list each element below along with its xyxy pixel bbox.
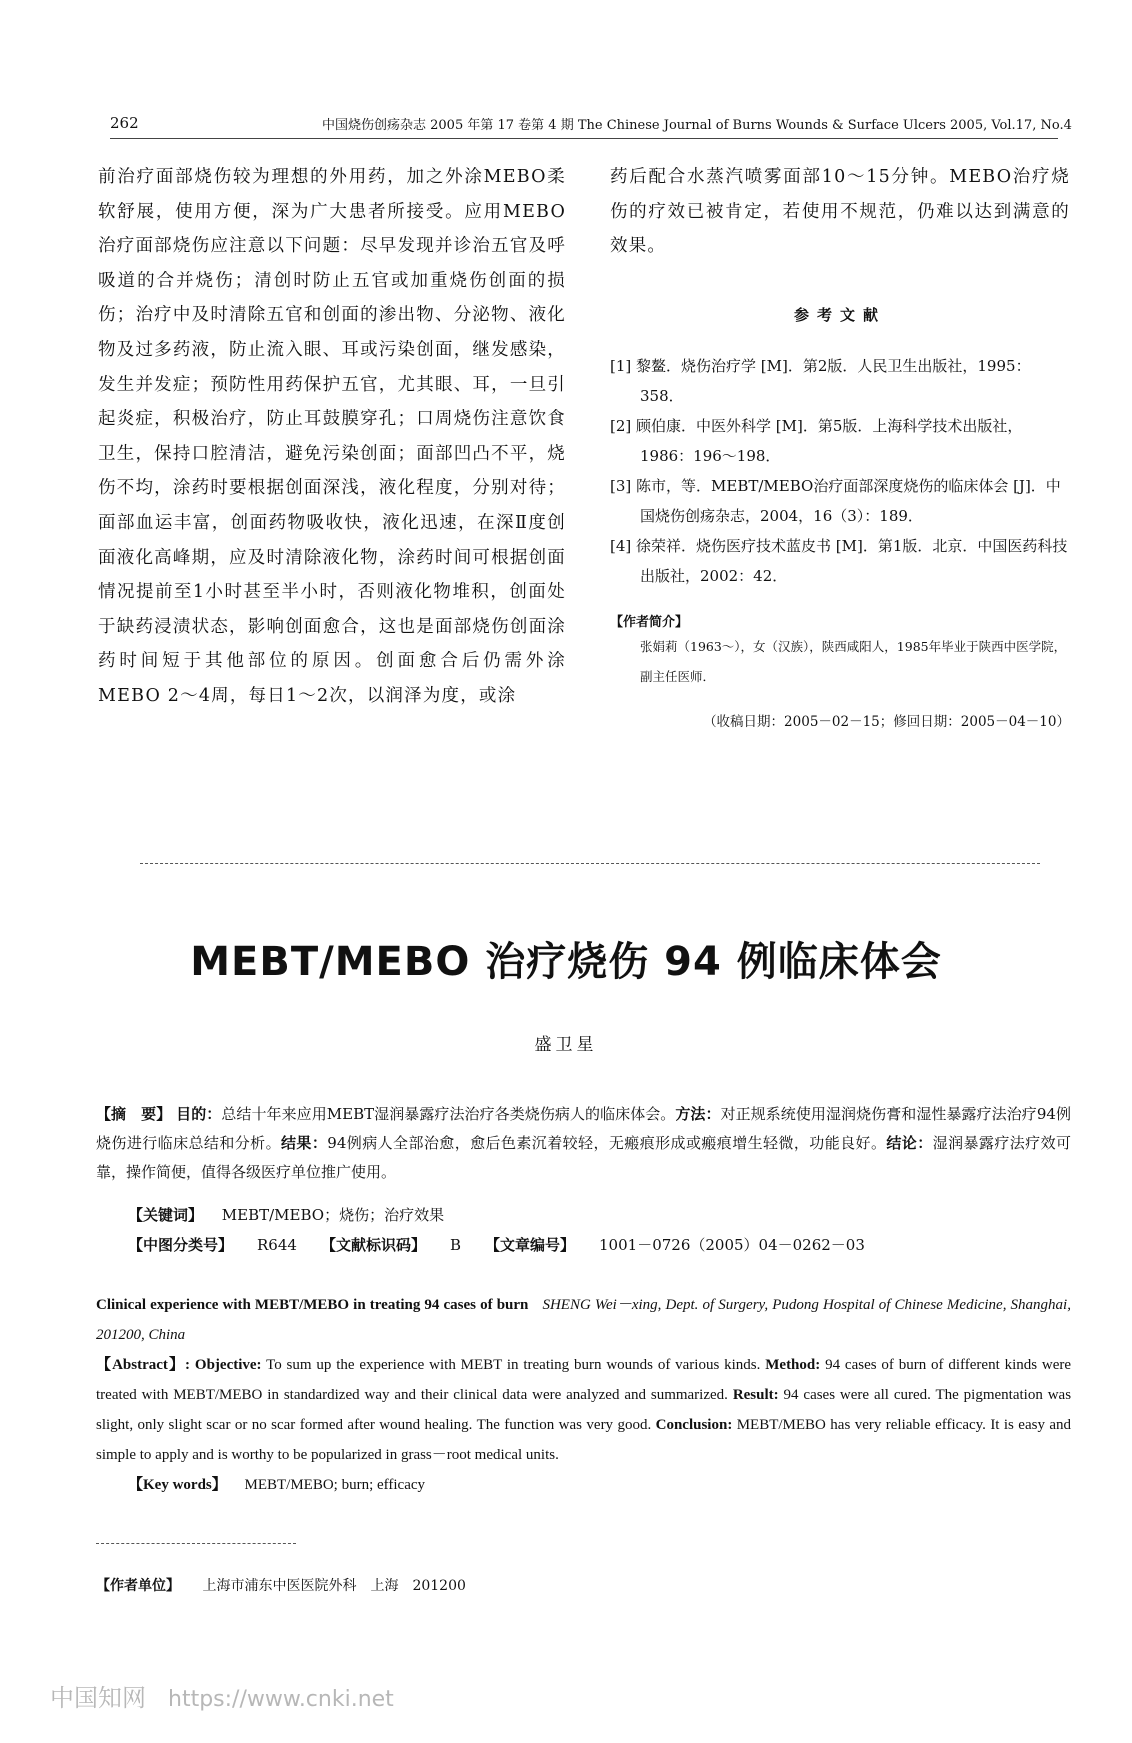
footnote-rule xyxy=(96,1543,296,1544)
received-dates: （收稿日期：2005－02－15；修回日期：2005－04－10） xyxy=(703,713,1070,730)
header-rule xyxy=(110,138,1058,139)
prev-article-left-column xyxy=(98,160,566,714)
objective-label: 目的： xyxy=(176,1105,222,1123)
doc-code-value: B xyxy=(449,1236,461,1254)
english-result-label: Result: xyxy=(732,1387,779,1403)
english-title: Clinical experience with MEBT/MEBO in treating 94 cases of burn xyxy=(96,1297,529,1313)
keywords-text: MEBT/MEBO；烧伤；治疗效果 xyxy=(221,1206,445,1224)
english-objective-label: Objective: xyxy=(194,1357,262,1373)
keywords-zh xyxy=(128,1201,1028,1230)
article-no-label: 【文章编号】 xyxy=(485,1236,576,1254)
method-label: 方法： xyxy=(675,1105,721,1123)
english-result: 94 cases were all cured. The pigmentation was slight, only slight scar or no scar formed after wound healing. The function was very good. xyxy=(96,1387,1072,1433)
result-label: 结果： xyxy=(281,1134,328,1152)
page-number: 262 xyxy=(110,114,139,132)
author-unit-label: 【作者单位】 xyxy=(96,1578,180,1594)
classification-row xyxy=(128,1231,1028,1260)
article-separator xyxy=(140,863,1040,864)
prev-article-body-text-cont: 药后配合水蒸汽喷雾面部10～15分钟。MEBO治疗烧伤的疗效已被肯定，若使用不规范，仍难以达到满意的效果。 xyxy=(610,167,1070,257)
english-objective: To sum up the experience with MEBT in treating burn wounds of various kinds. xyxy=(266,1357,761,1373)
journal-header: 中国烧伤创疡杂志 2005 年第 17 卷第 4 期 The Chinese Journal of Burns Wounds & Surface Ulcers 2005, Vol.17, No.4 xyxy=(322,118,1072,133)
article-title: MEBT/MEBO 治疗烧伤 94 例临床体会 xyxy=(190,939,942,985)
english-affiliation: SHENG Wei－xing, Dept. of Surgery, Pudong Hospital of Chinese Medicine, Shanghai, 201200, China xyxy=(96,1297,1071,1343)
author-unit xyxy=(96,1575,466,1595)
references-title: 参考文献 xyxy=(793,305,886,324)
english-abstract xyxy=(96,1350,1071,1470)
article-author: 盛卫星 xyxy=(534,1035,598,1055)
reference-item: [3] 陈市，等．MEBT/MEBO治疗面部深度烧伤的临床体会 [J]．中国烧伤创疡杂志，2004，16（3）：189． xyxy=(610,476,1061,525)
english-keywords-label: 【Key words】 xyxy=(128,1477,227,1493)
prev-article-right-column xyxy=(610,160,1070,730)
prev-article-body-text: 前治疗面部烧伤较为理想的外用药，加之外涂MEBO柔软舒展，使用方便，深为广大患者所接受。应用MEBO治疗面部烧伤应注意以下问题：尽早发现并诊治五官及呼吸道的合并烧伤；清创时防止五官或加重烧伤创面的损伤；治疗中及时清除五官和创面的渗出物、分泌物、液化物及过多药液，防止流入眼、耳或污染创面，继发感染，发生并发症；预防性用药保护五官，尤其眼、耳，一旦引起炎症，积极治疗，防止耳鼓膜穿孔；口周烧伤注意饮食卫生，保持口腔清洁，避免污染创面；面部凹凸不平，烧伤不均，涂药时要根据创面深浅，液化程度，分别对待；面部血运丰富，创面药物吸收快，液化迅速，在深Ⅱ度创面液化高峰期，应及时清除液化物，涂药时间可根据创面情况提前至1小时甚至半小时，否则液化物堆积，创面处于缺药浸渍状态，影响创面愈合，这也是面部烧伤创面涂药时间短于其他部位的原因。创面愈合后仍需外涂MEBO 2～4周，每日1～2次，以润泽为度，或涂 xyxy=(98,167,566,706)
abstract-zh xyxy=(96,1100,1071,1187)
keywords-label: 【关键词】 xyxy=(128,1206,204,1224)
reference-item: [2] 顾伯康．中医外科学 [M]．第5版．上海科学技术出版社，1986：196～198． xyxy=(610,416,1023,465)
english-keywords xyxy=(128,1470,1028,1500)
clc-value: R644 xyxy=(257,1236,297,1254)
english-conclusion: MEBT/MEBO has very reliable efficacy. It is easy and simple to apply and is worthy to be popularized in grass－root medical units. xyxy=(96,1417,1072,1463)
english-title-block xyxy=(96,1290,1071,1350)
result-text: 94例病人全部治愈，愈后色素沉着较轻，无瘢痕形成或瘢痕增生轻微，功能良好。 xyxy=(327,1134,887,1152)
method-text: 对正规系统使用湿润烧伤膏和湿性暴露疗法治疗94例烧伤进行临床总结和分析。 xyxy=(96,1105,1071,1152)
english-conclusion-label: Conclusion: xyxy=(655,1417,733,1433)
objective-text: 总结十年来应用MEBT湿润暴露疗法治疗各类烧伤病人的临床体会。 xyxy=(221,1105,676,1123)
clc-label: 【中图分类号】 xyxy=(128,1236,234,1254)
english-method: 94 cases of burn of different kinds were treated with MEBT/MEBO in standardized way and their clinical data were analyzed and summarized. xyxy=(96,1357,1072,1403)
reference-item: [1] 黎鳌．烧伤治疗学 [M]．第2版．人民卫生出版社，1995：358． xyxy=(610,356,1031,405)
author-unit-text: 上海市浦东中医医院外科 上海 201200 xyxy=(202,1578,466,1594)
watermark-site: https://www.cnki.net xyxy=(168,1687,394,1712)
reference-item: [4] 徐荣祥．烧伤医疗技术蓝皮书 [M]．第1版．北京．中国医药科技出版社，2002：42． xyxy=(610,536,1068,585)
english-method-label: Method: xyxy=(765,1357,821,1373)
author-bio: 张娟莉（1963～），女（汉族），陕西咸阳人，1985年毕业于陕西中医学院，副主任医师． xyxy=(640,638,1067,684)
conclusion-text: 湿润暴露疗法疗效可靠，操作简便，值得各级医疗单位推广使用。 xyxy=(96,1134,1071,1181)
cnki-watermark xyxy=(50,1678,394,1713)
watermark-brand: 中国知网 xyxy=(50,1684,146,1712)
conclusion-label: 结论： xyxy=(886,1134,933,1152)
doc-code-label: 【文献标识码】 xyxy=(320,1236,426,1254)
author-bio-label: 【作者简介】 xyxy=(610,614,689,630)
abstract-label: 【摘 要】 xyxy=(96,1105,172,1123)
english-abstract-label: 【Abstract】: xyxy=(96,1357,191,1373)
english-keywords-text: MEBT/MEBO; burn; efficacy xyxy=(244,1477,426,1493)
article-no-value: 1001－0726（2005）04－0262－03 xyxy=(599,1236,865,1254)
